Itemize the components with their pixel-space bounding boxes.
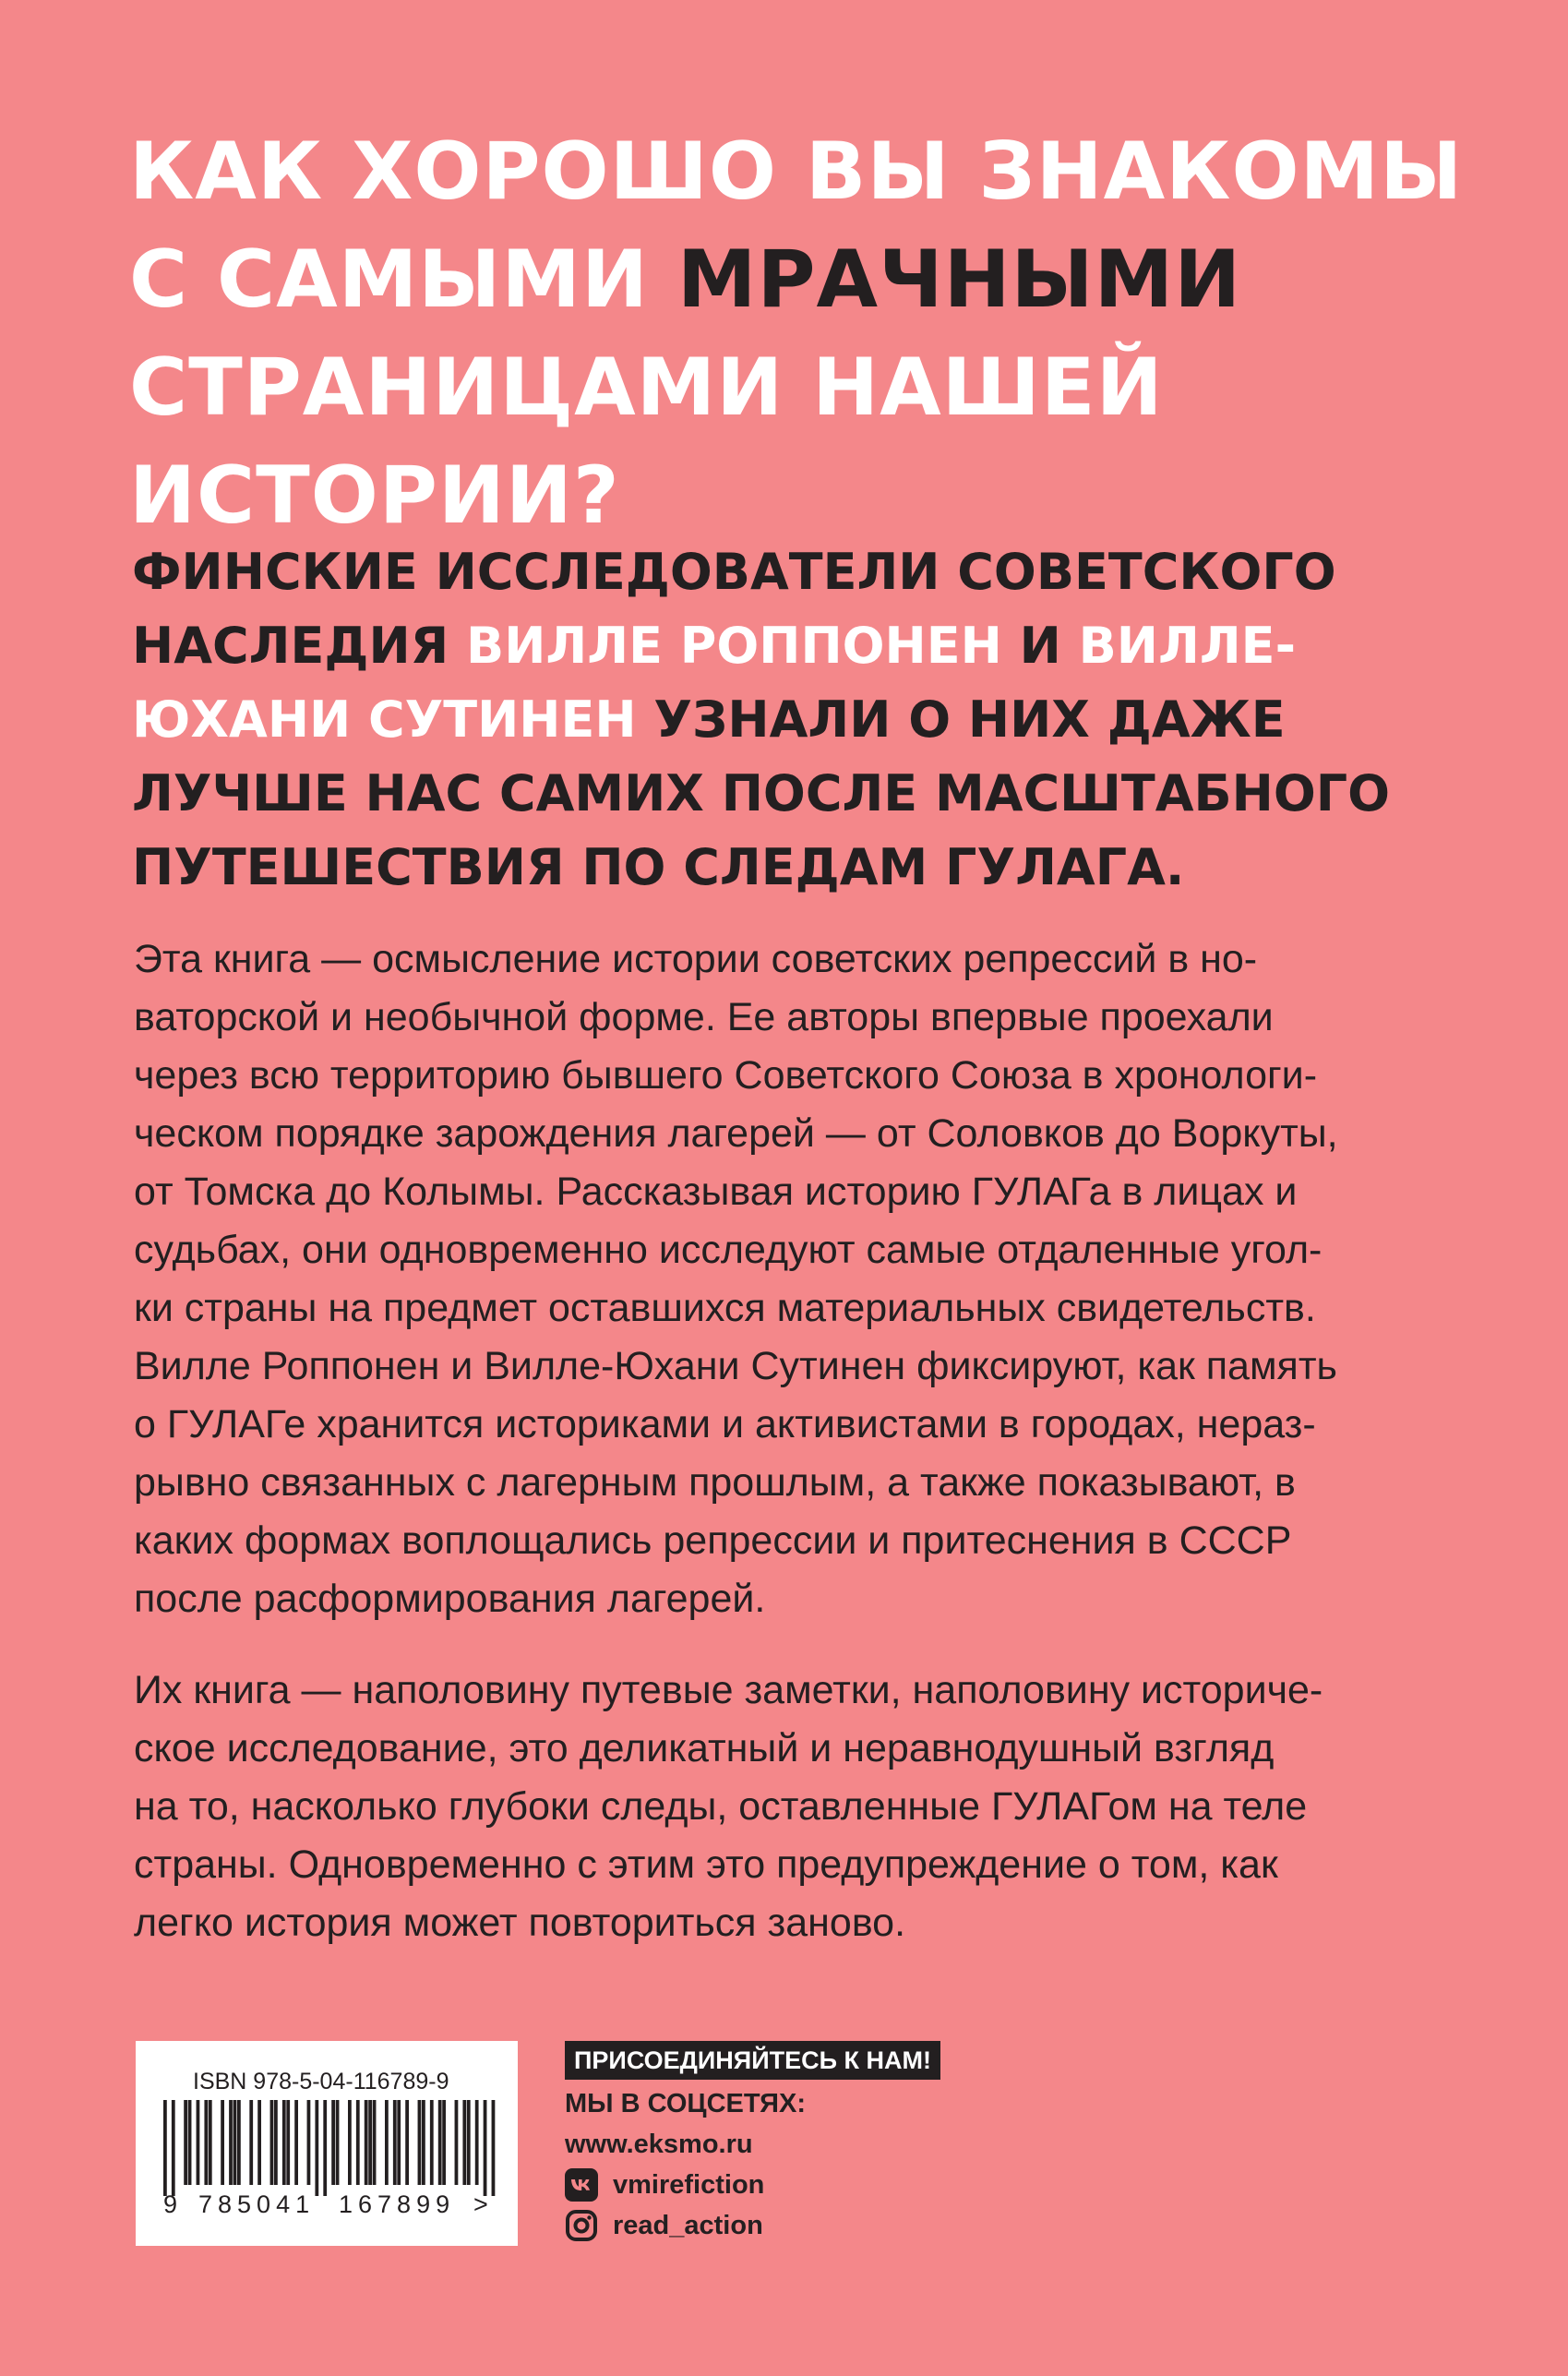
- barcode-bar: [274, 2100, 278, 2185]
- barcode-bar: [188, 2100, 192, 2185]
- vk-icon: [565, 2168, 598, 2202]
- headline-line-4: ИСТОРИИ?: [129, 450, 620, 542]
- vk-handle: vmirefiction: [613, 2170, 765, 2200]
- barcode-bar: [237, 2100, 241, 2185]
- barcode-bar: [365, 2100, 368, 2185]
- barcode-left-group: 785041: [198, 2190, 316, 2218]
- paragraph-line: легко история может повториться заново.: [134, 1901, 906, 1945]
- subhead-line-3: [132, 683, 1461, 757]
- barcode-bar: [373, 2100, 377, 2185]
- barcode-bar: [229, 2100, 233, 2185]
- barcode-bar: [315, 2100, 318, 2196]
- paragraph-line: страны. Одновременно с этим это предупреждение о том, как: [134, 1842, 1278, 1887]
- paragraph-line: Вилле Роппонен и Вилле-Юхани Сутинен фиксируют, как память: [134, 1344, 1337, 1388]
- barcode-bar: [348, 2100, 352, 2185]
- author-name-2-start: ВИЛЛЕ-: [1078, 617, 1296, 675]
- barcode-quiet-mark: >: [473, 2190, 488, 2218]
- isbn-barcode-box: [136, 2041, 518, 2246]
- subhead-line-4: ЛУЧШЕ НАС САМИХ ПОСЛЕ МАСШТАБНОГО: [132, 764, 1391, 822]
- barcode-bar: [484, 2100, 487, 2196]
- barcode-bar: [475, 2100, 479, 2185]
- barcode-bar: [336, 2100, 340, 2185]
- headline-line-2: [129, 226, 1477, 334]
- barcode-bar: [405, 2100, 409, 2185]
- instagram-handle: read_action: [613, 2211, 763, 2240]
- paragraph-line: от Томска до Колымы. Рассказывая историю ГУЛАГа в лицах и: [134, 1170, 1298, 1214]
- paragraph-line: после расформирования лагерей.: [134, 1577, 766, 1621]
- author-name-1: ВИЛЛЕ РОППОНЕН: [466, 617, 1002, 675]
- headline: [129, 118, 1477, 550]
- barcode-bar: [393, 2100, 397, 2185]
- barcode-bar: [323, 2100, 327, 2196]
- barcode-bar: [294, 2100, 298, 2185]
- subheadline: [132, 535, 1461, 905]
- paragraph-line: Эта книга — осмысление истории советских репрессий в но-: [134, 937, 1258, 981]
- paragraph-line: ское исследование, это деликатный и неравнодушный взгляд: [134, 1726, 1275, 1770]
- barcode-bar: [422, 2100, 425, 2185]
- instagram-link[interactable]: [565, 2205, 1045, 2246]
- barcode-icon: [163, 2100, 496, 2196]
- barcode-bar: [368, 2100, 372, 2185]
- barcode-right-group: 167899: [339, 2190, 456, 2218]
- paragraph-line: ческом порядке зарождения лагерей — от Соловков до Воркуты,: [134, 1111, 1338, 1156]
- subhead-line-2: [132, 609, 1461, 683]
- barcode-bar: [249, 2100, 253, 2185]
- barcode-bar: [184, 2100, 187, 2185]
- social-block: [565, 2041, 1045, 2246]
- paragraph-line: Их книга — наполовину путевые заметки, наполовину историче-: [134, 1668, 1323, 1712]
- barcode-bar: [492, 2100, 496, 2196]
- isbn-number: ISBN 978-5-04-116789-9: [193, 2069, 449, 2094]
- barcode-bar: [356, 2100, 360, 2185]
- barcode-bar: [430, 2100, 434, 2185]
- barcode-bar: [286, 2100, 290, 2185]
- barcode-bar: [204, 2100, 208, 2185]
- barcode-bar: [270, 2100, 274, 2185]
- headline-line-2-start: С САМЫМИ: [129, 234, 677, 326]
- paragraph-line: ки страны на предмет оставшихся материальных свидетельств.: [134, 1286, 1316, 1330]
- paragraph-line: судьбах, они одновременно исследуют самые отдаленные угол-: [134, 1228, 1323, 1272]
- paragraph-line: каких формах воплощались репрессии и притеснения в СССР: [134, 1518, 1292, 1563]
- subhead-text: НАСЛЕДИЯ: [132, 617, 467, 675]
- paragraph-line: рывно связанных с лагерным прошлым, а также показывают, в: [134, 1460, 1296, 1505]
- barcode-bar: [307, 2100, 311, 2185]
- annotation-paragraph-1: [134, 930, 1463, 1628]
- subhead-text: УЗНАЛИ О НИХ ДАЖЕ: [636, 690, 1286, 749]
- barcode-bar: [163, 2100, 167, 2196]
- barcode-bar: [438, 2100, 442, 2185]
- barcode-bar: [467, 2100, 471, 2185]
- social-caption: МЫ В СОЦСЕТЯХ:: [565, 2089, 807, 2118]
- vk-link[interactable]: [565, 2165, 1045, 2205]
- barcode-bar: [442, 2100, 446, 2185]
- barcode-bar: [455, 2100, 459, 2185]
- barcode-first-digit: 9: [163, 2190, 178, 2218]
- barcode-bar: [331, 2100, 335, 2185]
- headline-accent-word: МРАЧНЫМИ: [676, 234, 1242, 326]
- barcode-bar: [233, 2100, 237, 2185]
- headline-line-3: СТРАНИЦАМИ НАШЕЙ: [129, 342, 1164, 434]
- instagram-icon: [565, 2209, 598, 2242]
- barcode-bar: [221, 2100, 224, 2185]
- author-name-2-end: ЮХАНИ СУТИНЕН: [132, 690, 637, 749]
- barcode-bar: [172, 2100, 175, 2196]
- paragraph-line: о ГУЛАГе хранится историками и активистами в городах, нераз-: [134, 1402, 1316, 1446]
- subhead-conjunction: И: [1001, 617, 1079, 675]
- barcode-bar: [462, 2100, 466, 2185]
- barcode-bar: [282, 2100, 286, 2185]
- annotation-paragraph-2: [134, 1662, 1463, 1952]
- barcode-bar: [209, 2100, 212, 2185]
- barcode-bar: [397, 2100, 401, 2185]
- website-link[interactable]: www.eksmo.ru: [565, 2130, 753, 2159]
- paragraph-line: ваторской и необычной форме. Ее авторы впервые проехали: [134, 995, 1274, 1039]
- paragraph-line: через всю территорию бывшего Советского Союза в хронологи-: [134, 1053, 1318, 1098]
- join-us-banner: ПРИСОЕДИНЯЙТЕСЬ К НАМ!: [565, 2041, 940, 2080]
- barcode-bar: [197, 2100, 200, 2185]
- subhead-line-5: ПУТЕШЕСТВИЯ ПО СЛЕДАМ ГУЛАГА.: [132, 838, 1185, 896]
- subhead-line-1: ФИНСКИЕ ИССЛЕДОВАТЕЛИ СОВЕТСКОГО: [132, 543, 1336, 601]
- barcode-bar: [385, 2100, 389, 2185]
- barcode-bar: [418, 2100, 422, 2185]
- headline-line-1: КАК ХОРОШО ВЫ ЗНАКОМЫ: [129, 126, 1464, 218]
- barcode-bar: [257, 2100, 261, 2185]
- paragraph-line: на то, насколько глубоки следы, оставленные ГУЛАГом на теле: [134, 1784, 1308, 1829]
